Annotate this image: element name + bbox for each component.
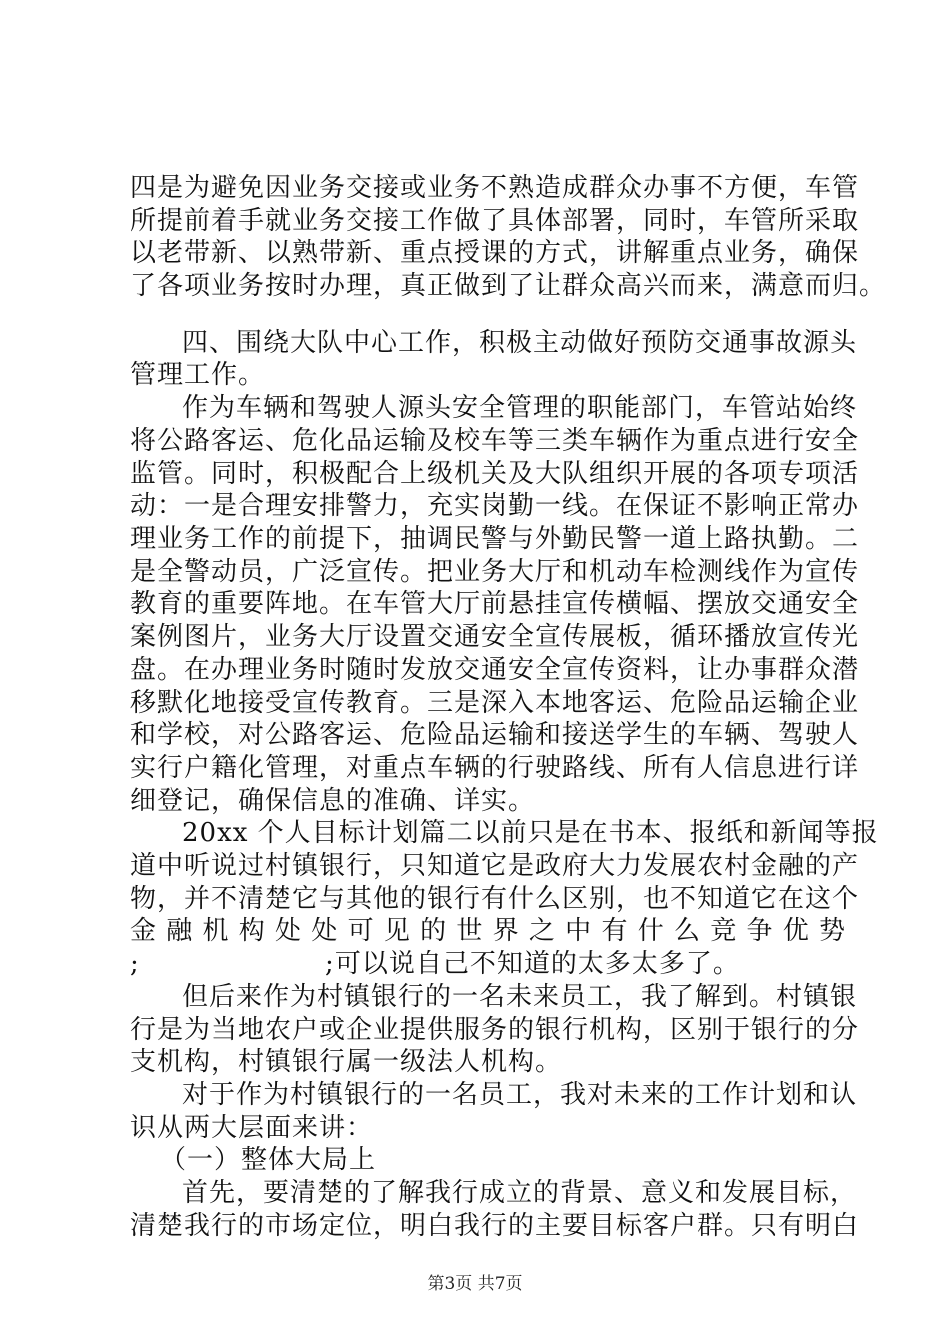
text-line: 清楚我行的市场定位，明白我行的主要目标客户群。只有明白 bbox=[130, 1211, 860, 1241]
text-line: 支机构，村镇银行属一级法人机构。 bbox=[130, 1047, 563, 1077]
text-line: 以老带新、以熟带新、重点授课的方式，讲解重点业务，确保 bbox=[130, 238, 860, 268]
text-line: 识从两大层面来讲： bbox=[130, 1113, 374, 1143]
text-line: 作为车辆和驾驶人源头安全管理的职能部门，车管站始终 bbox=[182, 393, 858, 423]
text-line: 动：一是合理安排警力，充实岗勤一线。在保证不影响正常办 bbox=[130, 491, 860, 521]
text-line: 对于作为村镇银行的一名员工，我对未来的工作计划和认 bbox=[182, 1080, 858, 1110]
text-line: 和学校，对公路客运、危险品运输和接送学生的车辆、驾驶人 bbox=[130, 720, 860, 750]
text-line: 20xx 个人目标计划篇二以前只是在书本、报纸和新闻等报 bbox=[182, 818, 879, 848]
text-line: 是全警动员，广泛宣传。把业务大厅和机动车检测线作为宣传 bbox=[130, 557, 860, 587]
text-line: 移默化地接受宣传教育。三是深入本地客运、危险品运输企业 bbox=[130, 688, 860, 718]
text-line: 所提前着手就业务交接工作做了具体部署，同时，车管所采取 bbox=[130, 206, 860, 236]
page-number: 第3页 共7页 bbox=[427, 1274, 523, 1294]
text-line: 物，并不清楚它与其他的银行有什么区别，也不知道它在这个 bbox=[130, 884, 860, 914]
text-line: 教育的重要阵地。在车管大厅前悬挂宣传横幅、摆放交通安全 bbox=[130, 589, 860, 619]
text-line: 首先，要清楚的了解我行成立的背景、意义和发展目标， bbox=[182, 1178, 858, 1208]
text-line: 理业务工作的前提下，抽调民警与外勤民警一道上路执勤。二 bbox=[130, 524, 860, 554]
text-line: 道中听说过村镇银行，只知道它是政府大力发展农村金融的产 bbox=[130, 851, 860, 881]
text-line: ; ;可以说自己不知道的太多太多了。 bbox=[130, 949, 740, 979]
text-line: 案例图片，业务大厅设置交通安全宣传展板，循环播放宣传光 bbox=[130, 622, 860, 652]
text-line: 四是为避免因业务交接或业务不熟造成群众办事不方便，车管 bbox=[130, 173, 860, 203]
text-line: 行是为当地农户或企业提供服务的银行机构，区别于银行的分 bbox=[130, 1015, 860, 1045]
text-line: 细登记，确保信息的准确、详实。 bbox=[130, 786, 536, 816]
text-line: 将公路客运、危化品运输及校车等三类车辆作为重点进行安全 bbox=[130, 426, 860, 456]
text-line: 盘。在办理业务时随时发放交通安全宣传资料，让办事群众潜 bbox=[130, 655, 860, 685]
text-line: 了各项业务按时办理，真正做到了让群众高兴而来，满意而归。 bbox=[130, 271, 887, 301]
text-line: 监管。同时，积极配合上级机关及大队组织开展的各项专项活 bbox=[130, 459, 860, 489]
text-line: 金 融 机 构 处 处 可 见 的 世 界 之 中 有 什 么 竞 争 优 势 bbox=[130, 916, 847, 946]
subsection-heading: （一）整体大局上 bbox=[160, 1145, 377, 1175]
text-line: 实行户籍化管理，对重点车辆的行驶路线、所有人信息进行详 bbox=[130, 753, 860, 783]
text-line: 但后来作为村镇银行的一名未来员工，我了解到。村镇银 bbox=[182, 982, 858, 1012]
section-heading: 四、围绕大队中心工作，积极主动做好预防交通事故源头 bbox=[182, 328, 858, 358]
section-heading: 管理工作。 bbox=[130, 360, 266, 390]
